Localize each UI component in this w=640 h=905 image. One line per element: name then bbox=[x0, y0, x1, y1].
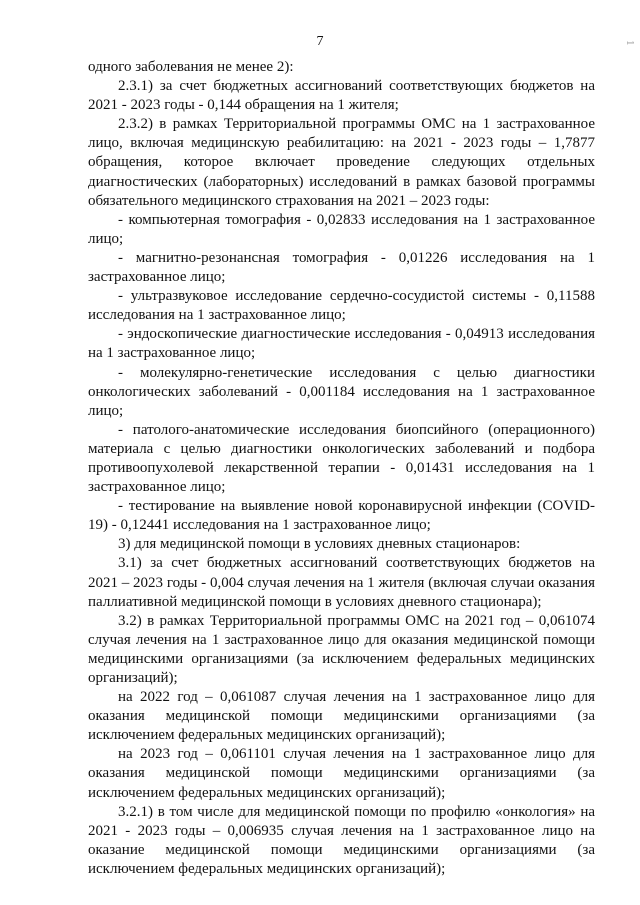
paragraph-continuation: одного заболевания не менее 2): bbox=[88, 59, 294, 75]
document-body bbox=[88, 58, 595, 879]
list-item-ct: - компьютерная томография - 0,02833 исследования на 1 застрахованное лицо; bbox=[88, 211, 595, 247]
paragraph-3-2-2022: на 2022 год – 0,061087 случая лечения на 1 застрахованное лицо для оказания медицинской помощи медицинскими организациями (за исключением федеральных медицинских организаций); bbox=[88, 689, 595, 744]
list-item-mri: - магнитно-резонансная томография - 0,01226 исследования на 1 застрахованное лицо; bbox=[88, 249, 595, 286]
paragraph-3-1: 3.1) за счет бюджетных ассигнований соответствующих бюджетов на 2021 – 2023 годы - 0,004 случая лечения на 1 жителя (включая случаи оказания паллиативной медицинской помощи в условиях дневного стационара); bbox=[88, 555, 595, 610]
corner-mark: 1 bbox=[624, 40, 636, 46]
list-item-endoscopy: - эндоскопические диагностические исследования - 0,04913 исследования на 1 застрахованное лицо; bbox=[88, 326, 595, 362]
paragraph-2-3-1: 2.3.1) за счет бюджетных ассигнований соответствующих бюджетов на 2021 - 2023 годы - 0,144 обращения на 1 жителя; bbox=[88, 78, 595, 114]
paragraph-3-2-1: 3.2.1) в том числе для медицинской помощи по профилю «онкология» на 2021 - 2023 годы – 0,006935 случая лечения на 1 застрахованное лицо на оказание медицинской помощи медицинскими организациями (за исключением федеральных медицинских организаций); bbox=[88, 803, 595, 877]
paragraph-3-2: 3.2) в рамках Территориальной программы ОМС на 2021 год – 0,061074 случая лечения на 1 застрахованное лицо для оказания медицинской помощи медицинскими организациями (за исключением федеральных медицинских организаций); bbox=[88, 612, 595, 686]
list-item-covid-testing: - тестирование на выявление новой коронавирусной инфекции (COVID-19) - 0,12441 исследования на 1 застрахованное лицо; bbox=[88, 498, 595, 534]
paragraph-3-2-2023: на 2023 год – 0,061101 случая лечения на 1 застрахованное лицо для оказания медицинской помощи медицинскими организациями (за исключением федеральных медицинских организаций); bbox=[88, 746, 595, 801]
list-item-pathology: - патолого-анатомические исследования биопсийного (операционного) материала с целью диагностики онкологических заболеваний и подбора противоопухолевой лекарственной терапии - 0,01431 исследования на 1 застрахованное лицо; bbox=[88, 421, 595, 496]
page-number: 7 bbox=[316, 34, 324, 49]
paragraph-3: 3) для медицинской помощи в условиях дневных стационаров: bbox=[118, 536, 521, 553]
list-item-ultrasound: - ультразвуковое исследование сердечно-сосудистой системы - 0,11588 исследования на 1 застрахованное лицо; bbox=[88, 288, 595, 324]
list-item-molecular-genetic: - молекулярно-генетические исследования с целью диагностики онкологических заболеваний - 0,001184 исследования на 1 застрахованное лицо; bbox=[88, 364, 595, 419]
paragraph-2-3-2: 2.3.2) в рамках Территориальной программы ОМС на 1 застрахованное лицо, включая медицинскую реабилитацию: на 2021 - 2023 годы – 1,7877 обращения, которое включает проведение следующих отдельных диагностических (лабораторных) исследований в рамках базовой программы обязательного медицинского страхования на 2021 – 2023 годы: bbox=[88, 116, 595, 209]
